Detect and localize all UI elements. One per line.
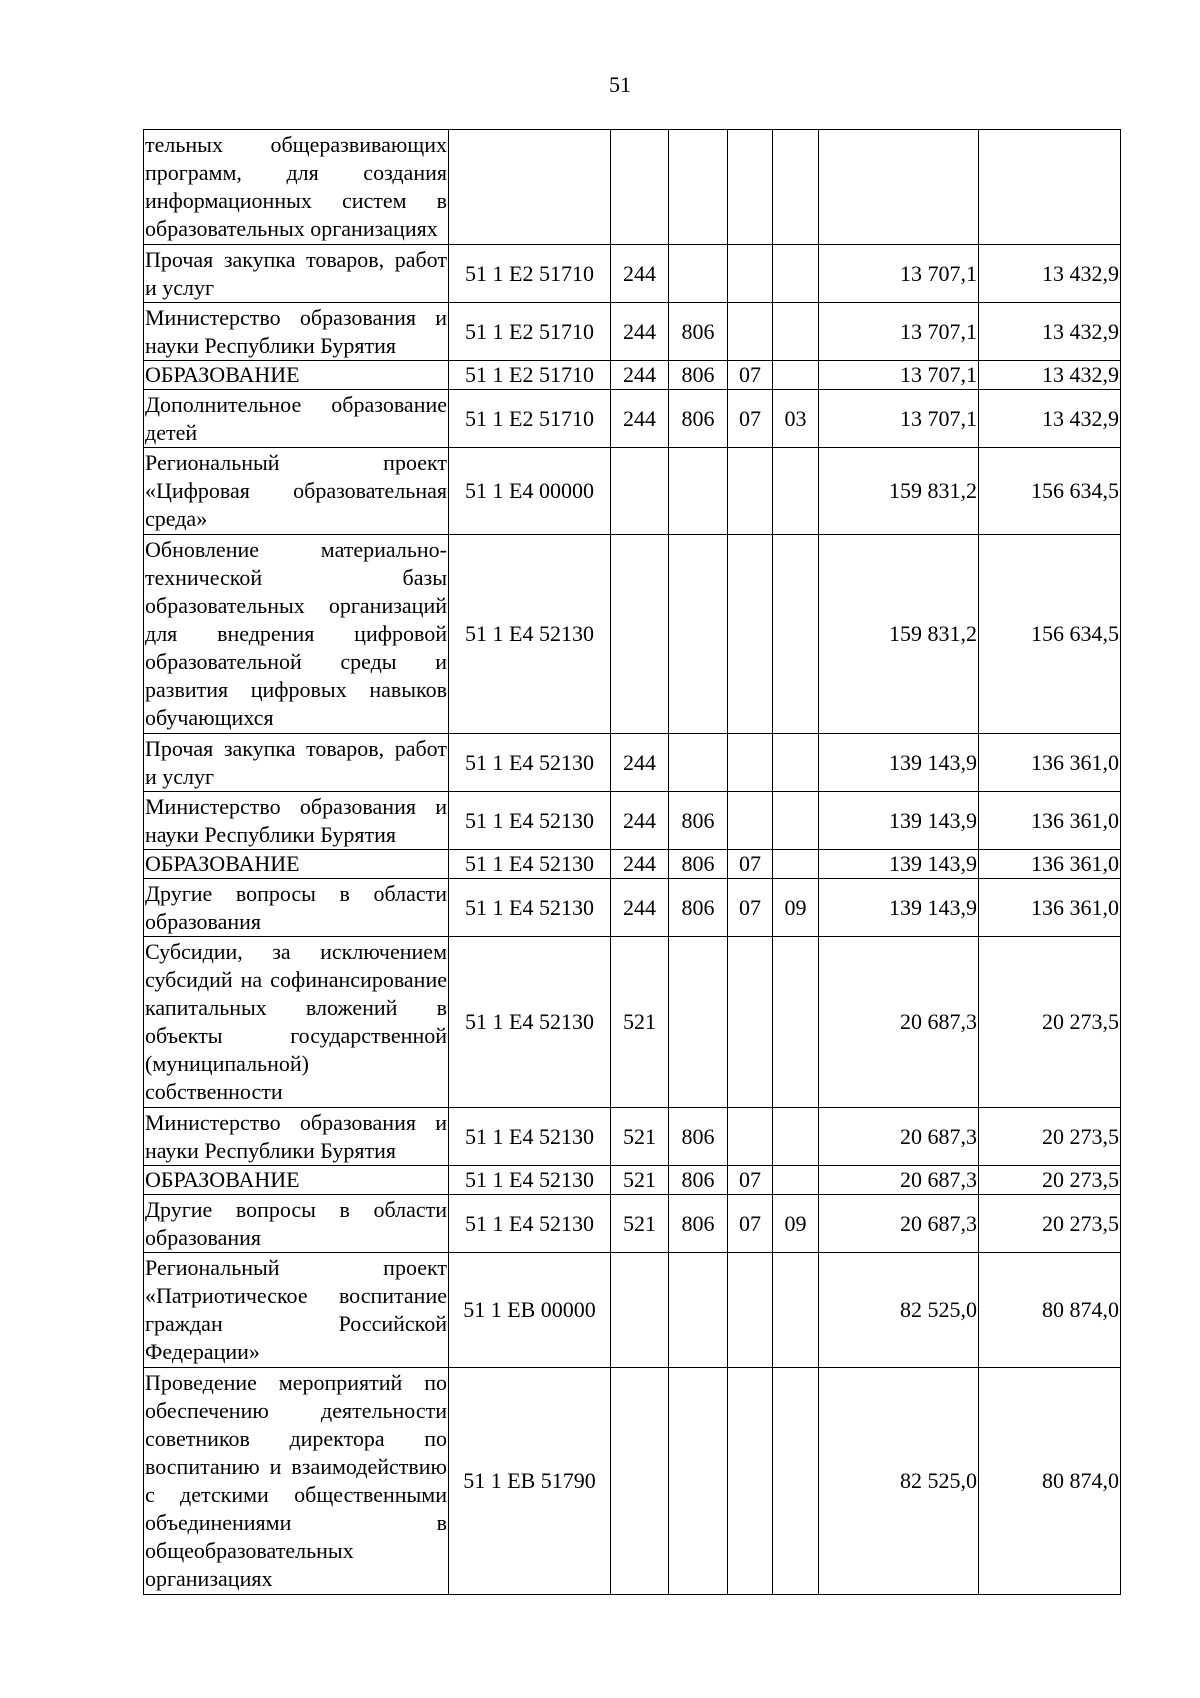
table-row [144, 879, 1121, 937]
ministry-code-cell: 806 [669, 1166, 728, 1195]
row-name-cell: Прочая закупка товаров, работ и услуг [144, 734, 449, 792]
amount-year2-cell: 20 273,5 [979, 1195, 1121, 1253]
amount-year1-cell: 20 687,3 [819, 1195, 979, 1253]
section-cell [728, 1368, 773, 1595]
amount-year1-cell: 139 143,9 [819, 792, 979, 850]
ministry-code-cell [669, 937, 728, 1108]
table-row [144, 1368, 1121, 1595]
section-cell [728, 1108, 773, 1166]
target-article-cell: 51 1 E4 52130 [449, 937, 611, 1108]
row-name-cell: Проведение мероприятий по обеспечению деятельности советников директора по воспитанию и взаимодействию с детскими общественными объединениями в общеобразовательных организациях [144, 1368, 449, 1595]
amount-year2-cell: 156 634,5 [979, 535, 1121, 734]
expense-type-cell: 244 [611, 303, 669, 361]
amount-year1-cell: 13 707,1 [819, 303, 979, 361]
amount-year1-cell: 20 687,3 [819, 1166, 979, 1195]
subsection-cell [773, 792, 819, 850]
ministry-code-cell: 806 [669, 303, 728, 361]
row-name-cell: ОБРАЗОВАНИЕ [144, 850, 449, 879]
amount-year2-cell: 80 874,0 [979, 1253, 1121, 1368]
subsection-cell [773, 1368, 819, 1595]
amount-year1-cell: 139 143,9 [819, 734, 979, 792]
amount-year2-cell: 20 273,5 [979, 1108, 1121, 1166]
subsection-cell: 09 [773, 879, 819, 937]
table-row [144, 448, 1121, 535]
section-cell [728, 1253, 773, 1368]
target-article-cell: 51 1 E4 52130 [449, 879, 611, 937]
table-row [144, 1195, 1121, 1253]
section-cell [728, 734, 773, 792]
row-name-cell: Дополнительное образование детей [144, 390, 449, 448]
subsection-cell [773, 850, 819, 879]
table-row [144, 1253, 1121, 1368]
subsection-cell [773, 937, 819, 1108]
target-article-cell: 51 1 E4 52130 [449, 1108, 611, 1166]
row-name-cell: Министерство образования и науки Республики Бурятия [144, 792, 449, 850]
target-article-cell: 51 1 E4 52130 [449, 792, 611, 850]
table-row [144, 245, 1121, 303]
target-article-cell: 51 1 E4 52130 [449, 734, 611, 792]
amount-year1-cell: 13 707,1 [819, 245, 979, 303]
subsection-cell: 09 [773, 1195, 819, 1253]
subsection-cell [773, 1108, 819, 1166]
subsection-cell [773, 1253, 819, 1368]
amount-year1-cell: 20 687,3 [819, 1108, 979, 1166]
target-article-cell: 51 1 EB 51790 [449, 1368, 611, 1595]
budget-table [143, 129, 1121, 1595]
section-cell [728, 245, 773, 303]
amount-year2-cell: 156 634,5 [979, 448, 1121, 535]
page-number: 51 [609, 72, 631, 97]
expense-type-cell: 521 [611, 1166, 669, 1195]
ministry-code-cell [669, 1368, 728, 1595]
section-cell: 07 [728, 361, 773, 390]
target-article-cell: 51 1 E4 52130 [449, 1166, 611, 1195]
amount-year2-cell: 13 432,9 [979, 361, 1121, 390]
row-name-cell: Другие вопросы в области образования [144, 1195, 449, 1253]
expense-type-cell [611, 448, 669, 535]
ministry-code-cell [669, 535, 728, 734]
target-article-cell: 51 1 EB 00000 [449, 1253, 611, 1368]
row-name-cell: Региональный проект «Патриотическое воспитание граждан Российской Федерации» [144, 1253, 449, 1368]
ministry-code-cell [669, 245, 728, 303]
target-article-cell [449, 130, 611, 245]
amount-year2-cell: 13 432,9 [979, 245, 1121, 303]
section-cell [728, 535, 773, 734]
amount-year2-cell: 20 273,5 [979, 1166, 1121, 1195]
expense-type-cell: 244 [611, 361, 669, 390]
target-article-cell: 51 1 E2 51710 [449, 390, 611, 448]
target-article-cell: 51 1 E2 51710 [449, 245, 611, 303]
ministry-code-cell [669, 448, 728, 535]
row-name-cell: тельных общеразвивающих программ, для создания информационных систем в образовательных организациях [144, 130, 449, 245]
subsection-cell [773, 361, 819, 390]
section-cell: 07 [728, 1195, 773, 1253]
expense-type-cell: 521 [611, 937, 669, 1108]
amount-year2-cell: 13 432,9 [979, 390, 1121, 448]
amount-year1-cell [819, 130, 979, 245]
row-name-cell: Обновление материально-технической базы образовательных организаций для внедрения цифровой образовательной среды и развития цифровых навыков обучающихся [144, 535, 449, 734]
expense-type-cell: 244 [611, 792, 669, 850]
section-cell: 07 [728, 850, 773, 879]
expense-type-cell: 244 [611, 390, 669, 448]
expense-type-cell: 244 [611, 879, 669, 937]
expense-type-cell [611, 1368, 669, 1595]
row-name-cell: Министерство образования и науки Республики Бурятия [144, 303, 449, 361]
row-name-cell: Другие вопросы в области образования [144, 879, 449, 937]
table-row [144, 1108, 1121, 1166]
ministry-code-cell: 806 [669, 792, 728, 850]
ministry-code-cell: 806 [669, 1108, 728, 1166]
amount-year1-cell: 13 707,1 [819, 390, 979, 448]
subsection-cell [773, 130, 819, 245]
amount-year2-cell: 20 273,5 [979, 937, 1121, 1108]
amount-year2-cell: 13 432,9 [979, 303, 1121, 361]
amount-year1-cell: 139 143,9 [819, 879, 979, 937]
target-article-cell: 51 1 E2 51710 [449, 361, 611, 390]
amount-year1-cell: 13 707,1 [819, 361, 979, 390]
ministry-code-cell: 806 [669, 850, 728, 879]
expense-type-cell: 521 [611, 1195, 669, 1253]
amount-year2-cell: 80 874,0 [979, 1368, 1121, 1595]
ministry-code-cell [669, 130, 728, 245]
target-article-cell: 51 1 E4 52130 [449, 1195, 611, 1253]
table-row [144, 1166, 1121, 1195]
subsection-cell [773, 734, 819, 792]
row-name-cell: Прочая закупка товаров, работ и услуг [144, 245, 449, 303]
subsection-cell: 03 [773, 390, 819, 448]
table-row [144, 734, 1121, 792]
amount-year2-cell [979, 130, 1121, 245]
subsection-cell [773, 1166, 819, 1195]
table-row [144, 850, 1121, 879]
expense-type-cell: 244 [611, 850, 669, 879]
table-row [144, 130, 1121, 245]
table-row [144, 390, 1121, 448]
table-row [144, 303, 1121, 361]
section-cell [728, 792, 773, 850]
amount-year1-cell: 82 525,0 [819, 1253, 979, 1368]
table-row [144, 361, 1121, 390]
amount-year2-cell: 136 361,0 [979, 879, 1121, 937]
expense-type-cell [611, 535, 669, 734]
row-name-cell: Региональный проект «Цифровая образовательная среда» [144, 448, 449, 535]
row-name-cell: ОБРАЗОВАНИЕ [144, 1166, 449, 1195]
row-name-cell: ОБРАЗОВАНИЕ [144, 361, 449, 390]
target-article-cell: 51 1 E4 52130 [449, 850, 611, 879]
ministry-code-cell: 806 [669, 361, 728, 390]
target-article-cell: 51 1 E2 51710 [449, 303, 611, 361]
amount-year2-cell: 136 361,0 [979, 734, 1121, 792]
ministry-code-cell: 806 [669, 879, 728, 937]
section-cell [728, 448, 773, 535]
row-name-cell: Министерство образования и науки Республики Бурятия [144, 1108, 449, 1166]
expense-type-cell [611, 130, 669, 245]
section-cell: 07 [728, 390, 773, 448]
target-article-cell: 51 1 E4 00000 [449, 448, 611, 535]
table-row [144, 535, 1121, 734]
subsection-cell [773, 303, 819, 361]
target-article-cell: 51 1 E4 52130 [449, 535, 611, 734]
amount-year1-cell: 20 687,3 [819, 937, 979, 1108]
expense-type-cell: 244 [611, 245, 669, 303]
amount-year1-cell: 159 831,2 [819, 535, 979, 734]
table-row [144, 937, 1121, 1108]
expense-type-cell: 521 [611, 1108, 669, 1166]
section-cell [728, 303, 773, 361]
row-name-cell: Субсидии, за исключением субсидий на софинансирование капитальных вложений в объекты государственной (муниципальной) собственности [144, 937, 449, 1108]
section-cell: 07 [728, 1166, 773, 1195]
ministry-code-cell: 806 [669, 1195, 728, 1253]
subsection-cell [773, 535, 819, 734]
ministry-code-cell [669, 1253, 728, 1368]
amount-year1-cell: 82 525,0 [819, 1368, 979, 1595]
section-cell: 07 [728, 879, 773, 937]
amount-year1-cell: 139 143,9 [819, 850, 979, 879]
ministry-code-cell: 806 [669, 390, 728, 448]
ministry-code-cell [669, 734, 728, 792]
section-cell [728, 937, 773, 1108]
table-row [144, 792, 1121, 850]
amount-year2-cell: 136 361,0 [979, 850, 1121, 879]
amount-year1-cell: 159 831,2 [819, 448, 979, 535]
expense-type-cell: 244 [611, 734, 669, 792]
subsection-cell [773, 245, 819, 303]
expense-type-cell [611, 1253, 669, 1368]
subsection-cell [773, 448, 819, 535]
amount-year2-cell: 136 361,0 [979, 792, 1121, 850]
section-cell [728, 130, 773, 245]
